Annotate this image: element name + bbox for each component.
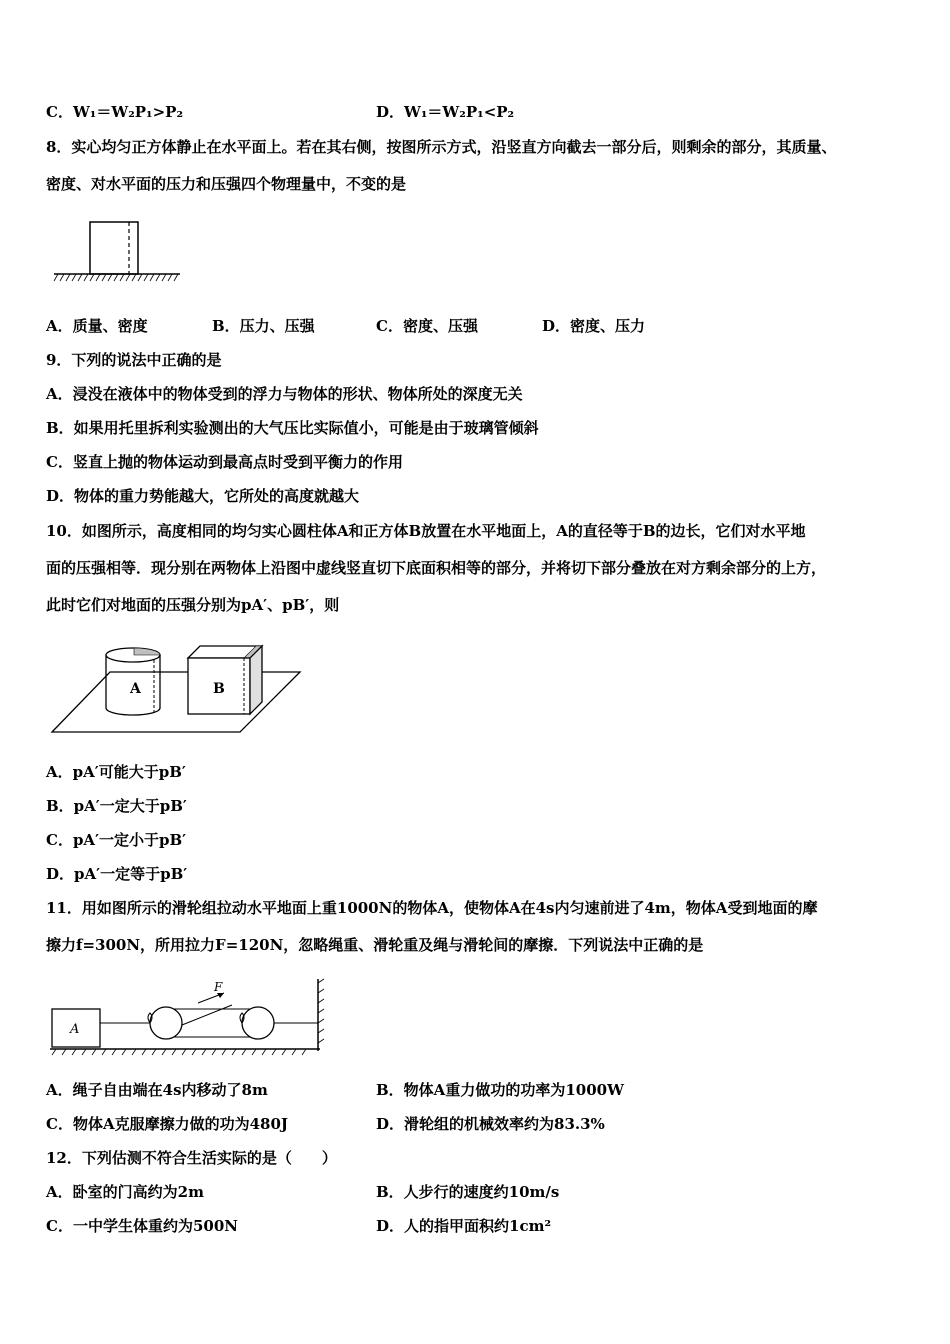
q12-option-d: D．人的指甲面积约1cm² (376, 1217, 552, 1235)
q10-option-c: C．pA′一定小于pB′ (46, 831, 187, 849)
q11-stem-line2: 擦力f=300N，所用拉力F=120N，忽略绳重、滑轮重及绳与滑轮间的摩擦．下列说法中正确的是 (46, 936, 704, 954)
q11-force-label: F (214, 980, 223, 994)
q10-label-b: B (213, 681, 225, 697)
q11-block-label: A (70, 1022, 80, 1037)
q10-option-d: D．pA′一定等于pB′ (46, 865, 188, 883)
q11-option-d: D．滑轮组的机械效率约为83.3% (376, 1115, 605, 1133)
q11-option-c: C．物体A克服摩擦力做的功为480J (46, 1115, 288, 1133)
q7-option-c: C．W₁＝W₂P₁>P₂ (46, 103, 184, 121)
q7-option-d: D．W₁＝W₂P₁<P₂ (376, 103, 515, 121)
q11-pulley-figure (48, 975, 338, 1065)
q10-figure (50, 640, 310, 740)
q10-stem-line1: 10．如图所示，高度相同的均匀实心圆柱体A和正方体B放置在水平地面上，A的直径等于B的边长，它们对水平地 (46, 522, 806, 540)
q9-stem: 9．下列的说法中正确的是 (46, 351, 222, 369)
q11-option-b: B．物体A重力做功的功率为1000W (376, 1081, 624, 1099)
q8-stem-line2: 密度、对水平面的压力和压强四个物理量中，不变的是 (46, 175, 407, 193)
q10-label-a: A (130, 681, 141, 697)
q10-option-b: B．pA′一定大于pB′ (46, 797, 187, 815)
q9-option-c: C．竖直上抛的物体运动到最高点时受到平衡力的作用 (46, 453, 403, 471)
q8-option-b: B．压力、压强 (212, 317, 315, 335)
q12-option-b: B．人步行的速度约10m/s (376, 1183, 560, 1201)
q8-option-d: D．密度、压力 (542, 317, 646, 335)
q11-stem-line1: 11．用如图所示的滑轮组拉动水平地面上重1000N的物体A，使物体A在4s内匀速前进了4m，物体A受到地面的摩 (46, 899, 818, 917)
q12-option-a: A．卧室的门高约为2m (46, 1183, 204, 1201)
q8-cube-figure (52, 220, 192, 290)
q8-option-a: A．质量、密度 (46, 317, 148, 335)
q8-stem-line1: 8．实心均匀正方体静止在水平面上。若在其右侧，按图所示方式，沿竖直方向截去一部分后，则剩余的部分，其质量、 (46, 138, 837, 156)
q9-option-a: A．浸没在液体中的物体受到的浮力与物体的形状、物体所处的深度无关 (46, 385, 523, 403)
q12-stem: 12．下列估测不符合生活实际的是（ ） (46, 1149, 337, 1167)
q9-option-d: D．物体的重力势能越大，它所处的高度就越大 (46, 487, 360, 505)
q10-option-a: A．pA′可能大于pB′ (46, 763, 186, 781)
q12-option-c: C．一中学生体重约为500N (46, 1217, 238, 1235)
q8-option-c: C．密度、压强 (376, 317, 478, 335)
q10-stem-line3: 此时它们对地面的压强分别为pA′、pB′，则 (46, 596, 340, 614)
q9-option-b: B．如果用托里拆利实验测出的大气压比实际值小，可能是由于玻璃管倾斜 (46, 419, 539, 437)
q10-stem-line2: 面的压强相等．现分别在两物体上沿图中虚线竖直切下底面积相等的部分，并将切下部分叠放在对方剩余部分的上方， (46, 559, 827, 577)
q11-option-a: A．绳子自由端在4s内移动了8m (46, 1081, 268, 1099)
